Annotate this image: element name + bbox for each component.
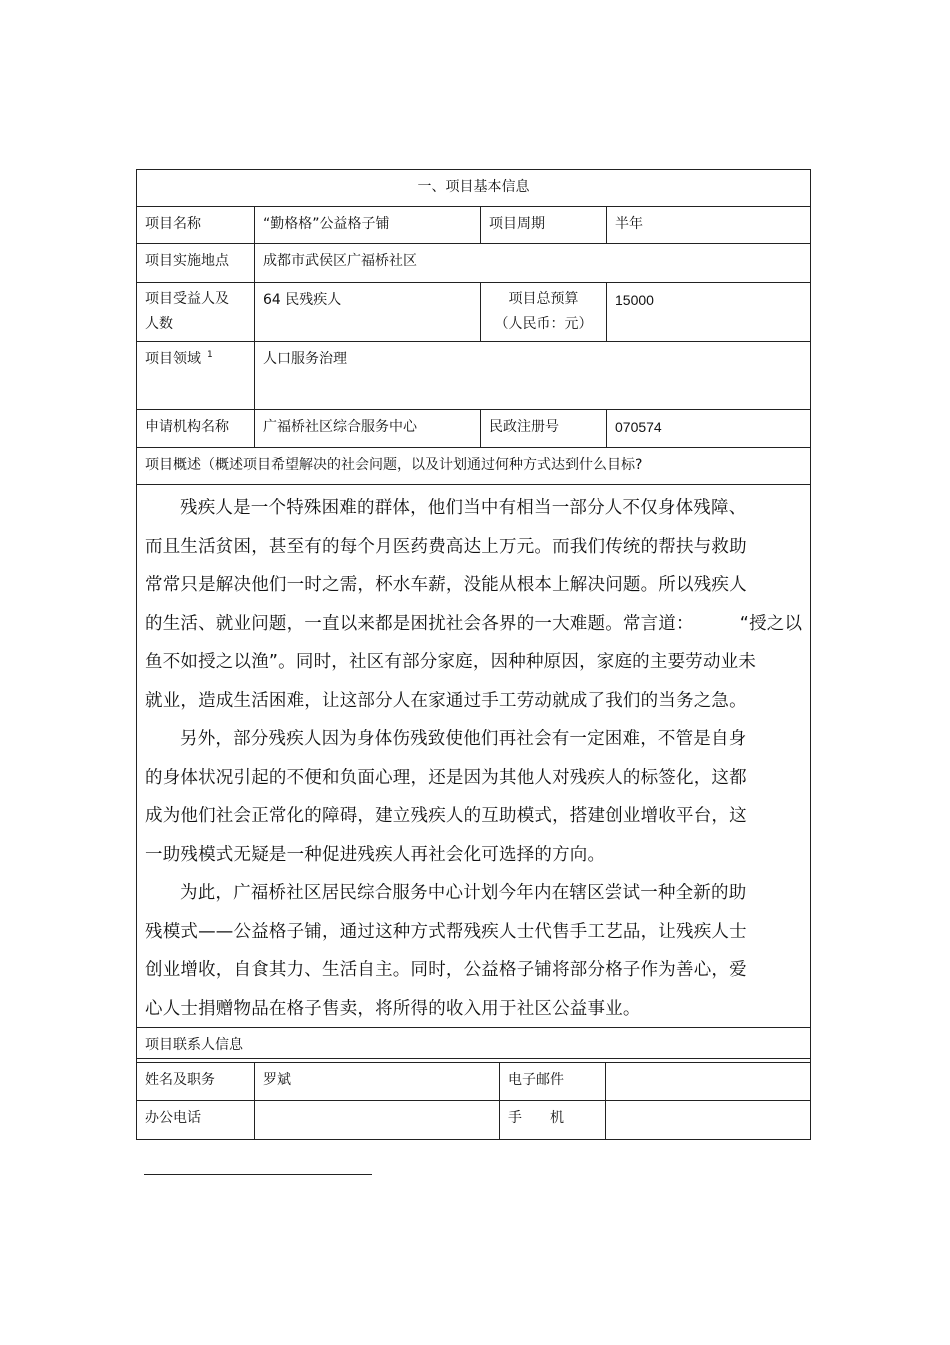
paragraph-line: 鱼不如授之以渔”。同时，社区有部分家庭，因种种原因，家庭的主要劳动业未 bbox=[145, 652, 757, 672]
paragraph-line: 就业，造成生活困难，让这部分人在家通过手工劳动就成了我们的当务之急。 bbox=[145, 690, 747, 711]
section-title-row bbox=[137, 170, 811, 207]
contact-info-table bbox=[136, 1027, 811, 1140]
project-period-label: 项目周期 bbox=[481, 207, 607, 244]
beneficiary-label-line-1: 项目受益人及 bbox=[145, 291, 229, 307]
project-field-value: 人口服务治理 bbox=[255, 342, 811, 410]
footnote-mark: 1 bbox=[207, 350, 213, 361]
budget-label-line-1: 项目总预算 bbox=[508, 291, 579, 307]
paragraph-line: 的身体状况引起的不便和负面心理，还是因为其他人对残疾人的标签化，这都 bbox=[145, 767, 747, 788]
project-name-value: “勤格格”公益格子铺 bbox=[255, 207, 481, 244]
section-title: 一、项目基本信息 bbox=[137, 170, 811, 207]
overview-label: 项目概述（概述项目希望解决的社会问题，以及计划通过何种方式达到什么目标? bbox=[137, 448, 811, 485]
contact-name-label: 姓名及职务 bbox=[137, 1063, 255, 1101]
overview-label-row bbox=[137, 448, 811, 485]
contact-name-value: 罗斌 bbox=[255, 1063, 500, 1101]
email-label: 电子邮件 bbox=[500, 1063, 606, 1101]
paragraph-line: 另外，部分残疾人因为身体伤残致使他们再社会有一定困难，不管是自身 bbox=[180, 729, 747, 749]
paragraph-line: 心人士捐赠物品在格子售卖，将所得的收入用于社区公益事业。 bbox=[145, 998, 641, 1019]
budget-label-line-2: （人民币：元） bbox=[494, 316, 593, 332]
project-info-table bbox=[136, 169, 811, 1059]
overview-body bbox=[137, 485, 811, 1059]
mobile-value bbox=[606, 1101, 811, 1140]
contact-section-row bbox=[137, 1028, 811, 1063]
project-name-label: 项目名称 bbox=[137, 207, 255, 244]
footnote-separator bbox=[144, 1174, 372, 1175]
overview-paragraph-3 bbox=[145, 874, 810, 1028]
project-location-row bbox=[137, 244, 811, 283]
paragraph-line: 残疾人是一个特殊困难的群体，他们当中有相当一部分人不仅身体残障、 bbox=[180, 498, 747, 518]
overview-body-row bbox=[137, 485, 811, 1059]
office-phone-label: 办公电话 bbox=[137, 1101, 255, 1140]
project-name-row bbox=[137, 207, 811, 244]
organization-row bbox=[137, 410, 811, 448]
overview-paragraph-1 bbox=[145, 489, 810, 720]
beneficiary-row bbox=[137, 283, 811, 342]
paragraph-line: 残模式——公益格子铺，通过这种方式帮残疾人士代售手工艺品，让残疾人士 bbox=[145, 921, 747, 942]
registration-value: 070574 bbox=[607, 410, 811, 448]
budget-label bbox=[481, 283, 607, 342]
beneficiary-label bbox=[137, 283, 255, 342]
beneficiary-value: 64 民残疾人 bbox=[255, 283, 481, 342]
project-field-row bbox=[137, 342, 811, 410]
paragraph-line: 一助残模式无疑是一种促进残疾人再社会化可选择的方向。 bbox=[145, 844, 606, 865]
email-value bbox=[606, 1063, 811, 1101]
office-phone-value bbox=[255, 1101, 500, 1140]
organization-value: 广福桥社区综合服务中心 bbox=[255, 410, 481, 448]
contact-section-label: 项目联系人信息 bbox=[137, 1028, 811, 1063]
paragraph-line: 而且生活贫困，甚至有的每个月医药费高达上万元。而我们传统的帮扶与救助 bbox=[145, 536, 747, 557]
paragraph-line: 创业增收，自食其力、生活自主。同时，公益格子铺将部分格子作为善心，爱 bbox=[145, 960, 747, 980]
project-field-label-text: 项目领域 bbox=[145, 351, 201, 367]
budget-value: 15000 bbox=[607, 283, 811, 342]
organization-label: 申请机构名称 bbox=[137, 410, 255, 448]
beneficiary-label-line-2: 人数 bbox=[145, 316, 173, 332]
mobile-label: 手 机 bbox=[500, 1101, 606, 1140]
paragraph-line: 成为他们社会正常化的障碍，建立残疾人的互助模式，搭建创业增收平台，这 bbox=[145, 806, 747, 826]
overview-paragraph-2 bbox=[145, 720, 810, 874]
contact-phone-row bbox=[137, 1101, 811, 1140]
contact-name-row bbox=[137, 1063, 811, 1101]
paragraph-line: 常常只是解决他们一时之需，杯水车薪，没能从根本上解决问题。所以残疾人 bbox=[145, 575, 747, 595]
project-location-label: 项目实施地点 bbox=[137, 244, 255, 283]
paragraph-line: 为此，广福桥社区居民综合服务中心计划今年内在辖区尝试一种全新的助 bbox=[180, 883, 747, 903]
registration-label: 民政注册号 bbox=[481, 410, 607, 448]
paragraph-line: 的生活、就业问题，一直以来都是困扰社会各界的一大难题。常言道： “授之以 bbox=[145, 613, 803, 634]
project-period-value: 半年 bbox=[607, 207, 811, 244]
project-field-label bbox=[137, 342, 255, 410]
project-location-value: 成都市武侯区广福桥社区 bbox=[255, 244, 811, 283]
